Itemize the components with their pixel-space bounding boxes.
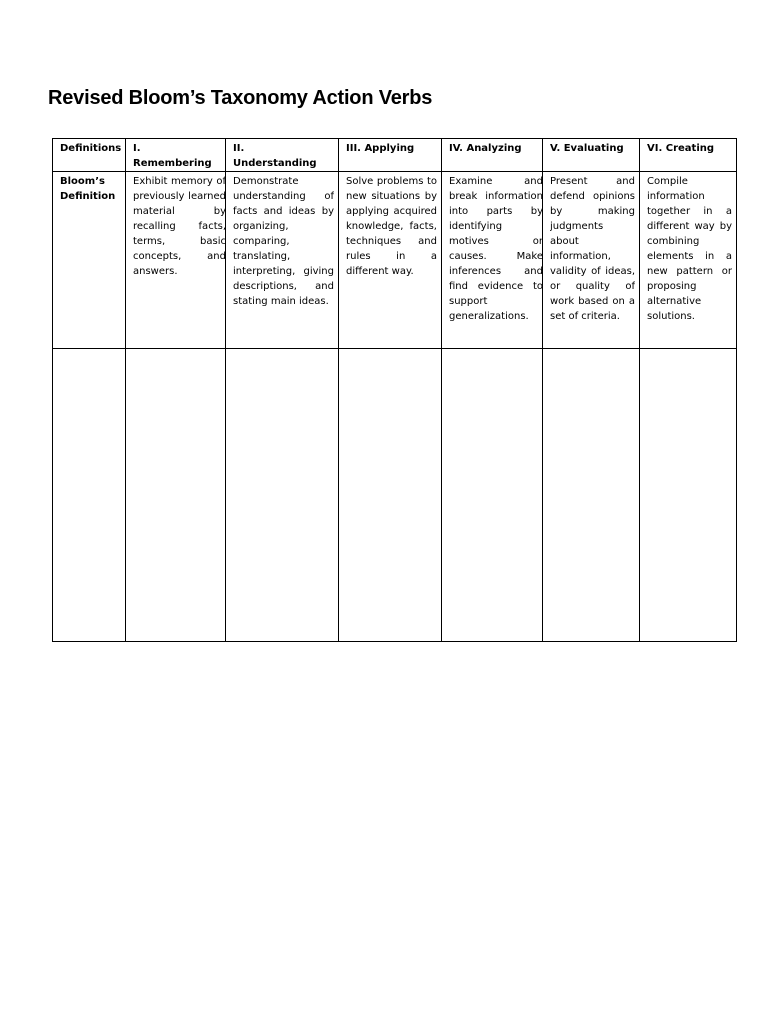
bloom-taxonomy-table (52, 138, 737, 642)
blank-cell (640, 349, 737, 642)
blank-cell (53, 349, 126, 642)
header-creating: VI. Creating (640, 139, 737, 172)
blank-cell (543, 349, 640, 642)
header-analyzing: IV. Analyzing (442, 139, 543, 172)
blank-cell (126, 349, 226, 642)
header-definitions: Definitions (53, 139, 126, 172)
creating-definition: Compile information together in a different way by combining elements in a new pattern or proposing alternative solutions. (647, 176, 732, 322)
blank-cell (339, 349, 442, 642)
header-understanding: II. Understanding (226, 139, 339, 172)
analyzing-definition: Examine and break information into parts by identifying motives or causes. Make inferences and find evidence to support generalizations. (449, 176, 543, 322)
remembering-definition: Exhibit memory of previously learned material by recalling facts, terms, basic concepts, and answers. (133, 176, 226, 277)
applying-definition: Solve problems to new situations by applying acquired knowledge, facts, techniques and rules in a different way. (346, 176, 437, 277)
header-applying: III. Applying (339, 139, 442, 172)
document-title: Revised Bloom’s Taxonomy Action Verbs (48, 87, 433, 109)
creating-cell (640, 172, 737, 349)
table-header-row (53, 139, 737, 172)
analyzing-cell (442, 172, 543, 349)
understanding-cell (226, 172, 339, 349)
blank-cell (442, 349, 543, 642)
definition-row (53, 172, 737, 349)
blank-row (53, 349, 737, 642)
evaluating-definition: Present and defend opinions by making judgments about information, validity of ideas, or quality of work based on a set of criteria. (550, 176, 635, 322)
header-remembering: I. Remembering (126, 139, 226, 172)
evaluating-cell (543, 172, 640, 349)
row-label-cell (53, 172, 126, 349)
applying-cell (339, 172, 442, 349)
blank-cell (226, 349, 339, 642)
remembering-cell (126, 172, 226, 349)
header-evaluating: V. Evaluating (543, 139, 640, 172)
understanding-definition: Demonstrate understanding of facts and ideas by organizing, comparing, translating, interpreting, giving descriptions, and stating main ideas. (233, 176, 334, 307)
row-label: Bloom’s Definition (60, 176, 116, 202)
